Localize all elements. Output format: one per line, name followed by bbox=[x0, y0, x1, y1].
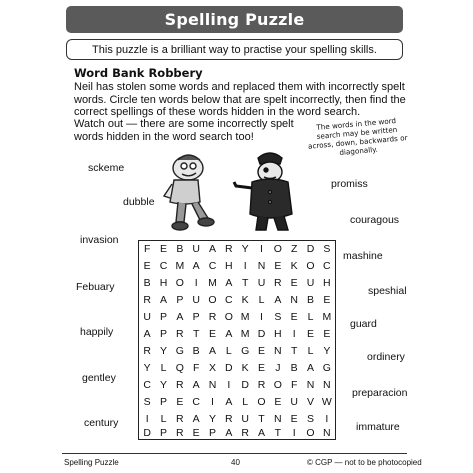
word-sckeme: sckeme bbox=[88, 162, 125, 174]
grid-cell: A bbox=[143, 327, 151, 340]
grid-cell: W bbox=[321, 395, 332, 408]
grid-cell: R bbox=[143, 294, 151, 307]
grid-cell: N bbox=[257, 260, 266, 273]
word-dubble: dubble bbox=[123, 196, 155, 208]
grid-cell: E bbox=[192, 426, 200, 439]
word-search-grid bbox=[138, 240, 336, 440]
grid-cell: O bbox=[306, 426, 315, 439]
grid-cell: M bbox=[240, 311, 250, 324]
word-gentley: gentley bbox=[82, 372, 116, 384]
grid-cell: C bbox=[143, 378, 151, 391]
grid-cell: U bbox=[241, 412, 249, 425]
police-officer-icon bbox=[234, 153, 292, 230]
grid-cell: S bbox=[143, 395, 151, 408]
grid-cell: P bbox=[159, 327, 167, 340]
grid-cell: R bbox=[241, 426, 249, 439]
grid-cell: T bbox=[290, 344, 298, 357]
grid-cell: F bbox=[143, 243, 151, 256]
grid-cell: L bbox=[225, 344, 232, 357]
grid-cell: O bbox=[224, 311, 233, 324]
grid-cell: A bbox=[257, 426, 265, 439]
grid-cell: A bbox=[225, 426, 233, 439]
grid-cell: B bbox=[306, 294, 314, 307]
grid-cell: A bbox=[274, 294, 282, 307]
grid-cell: E bbox=[290, 311, 298, 324]
word-ordinery: ordinery bbox=[367, 351, 405, 363]
grid-cell: F bbox=[192, 361, 200, 374]
grid-cell: N bbox=[274, 412, 282, 425]
grid-cell: P bbox=[208, 426, 216, 439]
grid-cell: P bbox=[159, 311, 167, 324]
grid-cell: I bbox=[227, 378, 231, 391]
grid-cell: O bbox=[257, 395, 266, 408]
intro-box: This puzzle is a brilliant way to practise your spelling skills. bbox=[66, 39, 403, 60]
grid-cell: R bbox=[176, 426, 184, 439]
grid-cell: H bbox=[274, 327, 282, 340]
grid-cell: O bbox=[273, 378, 282, 391]
grid-cell: R bbox=[176, 378, 184, 391]
grid-cell: Y bbox=[159, 378, 167, 391]
grid-cell: K bbox=[241, 294, 249, 307]
grid-cell: U bbox=[306, 277, 315, 290]
grid-cell: L bbox=[307, 344, 314, 357]
footer-divider bbox=[62, 453, 407, 454]
grid-cell: P bbox=[159, 426, 167, 439]
grid-cell: P bbox=[176, 294, 184, 307]
grid-cell: T bbox=[241, 277, 249, 290]
grid-cell: S bbox=[323, 243, 331, 256]
grid-cell: F bbox=[290, 378, 298, 391]
grid-cell: L bbox=[160, 412, 167, 425]
word-century: century bbox=[84, 417, 119, 429]
grid-cell: I bbox=[145, 412, 149, 425]
grid-cell: A bbox=[225, 395, 233, 408]
grid-cell: R bbox=[143, 344, 151, 357]
robber-and-police-illustration bbox=[160, 148, 310, 236]
grid-cell: B bbox=[290, 361, 298, 374]
grid-cell: G bbox=[241, 344, 250, 357]
grid-cell: O bbox=[208, 294, 217, 307]
grid-cell: A bbox=[176, 311, 184, 324]
grid-cell: Y bbox=[208, 412, 216, 425]
grid-cell: I bbox=[243, 260, 247, 273]
grid-cell: R bbox=[225, 412, 233, 425]
grid-cell: E bbox=[274, 395, 282, 408]
grid-cell: C bbox=[225, 294, 233, 307]
word-immature: immature bbox=[356, 421, 400, 433]
grid-cell: E bbox=[159, 243, 167, 256]
grid-cell: S bbox=[274, 311, 282, 324]
grid-cell: A bbox=[225, 277, 233, 290]
grid-cell: A bbox=[159, 294, 167, 307]
grid-cell: A bbox=[192, 260, 200, 273]
grid-cell: R bbox=[176, 327, 184, 340]
grid-cell: K bbox=[241, 361, 249, 374]
grid-cell: X bbox=[208, 361, 216, 374]
warning-paragraph: Watch out — there are some incorrectly spelt words hidden in the word search too! bbox=[74, 118, 294, 143]
grid-cell: R bbox=[208, 311, 217, 324]
handwritten-note: The words in the word search may be written across, down, backwards or diagonally. bbox=[307, 115, 408, 158]
grid-cell: D bbox=[143, 426, 151, 439]
grid-cell: H bbox=[323, 277, 331, 290]
grid-cell: O bbox=[273, 243, 282, 256]
grid-cell: Y bbox=[241, 243, 249, 256]
grid-cell: M bbox=[208, 277, 217, 290]
grid-cell: I bbox=[260, 243, 263, 256]
grid-cell: R bbox=[274, 277, 282, 290]
grid-cell: D bbox=[225, 361, 233, 374]
grid-cell: B bbox=[143, 277, 151, 290]
page-number: 40 bbox=[231, 458, 240, 467]
grid-cell: D bbox=[306, 243, 315, 256]
section-title: Word Bank Robbery bbox=[74, 66, 203, 80]
word-promiss: promiss bbox=[331, 178, 368, 190]
grid-cell: A bbox=[225, 327, 233, 340]
grid-cell: U bbox=[290, 395, 298, 408]
grid-cell: H bbox=[225, 260, 233, 273]
grid-cell: E bbox=[274, 260, 282, 273]
grid-cell: Y bbox=[143, 361, 151, 374]
word-febuary: Febuary bbox=[76, 281, 115, 293]
grid-cell: N bbox=[323, 378, 331, 391]
word-guard: guard bbox=[350, 318, 377, 330]
grid-cell: M bbox=[240, 327, 250, 340]
page-title: Spelling Puzzle bbox=[164, 10, 305, 29]
grid-cell: E bbox=[176, 395, 184, 408]
grid-cell: A bbox=[192, 412, 200, 425]
grid-cell: E bbox=[290, 277, 298, 290]
grid-cell: A bbox=[208, 344, 216, 357]
word-speshial: speshial bbox=[368, 285, 407, 297]
grid-cell: M bbox=[322, 311, 332, 324]
grid-cell: L bbox=[242, 395, 249, 408]
grid-cell: B bbox=[192, 344, 200, 357]
grid-cell: K bbox=[290, 260, 298, 273]
grid-cell: R bbox=[257, 378, 266, 391]
grid-cell: E bbox=[208, 327, 216, 340]
grid-cell: A bbox=[306, 361, 314, 374]
footer-left: Spelling Puzzle bbox=[64, 458, 119, 467]
grid-cell: M bbox=[175, 260, 185, 273]
grid-cell: S bbox=[306, 412, 314, 425]
grid-cell: Q bbox=[175, 361, 184, 374]
instructions-paragraph: Neil has stolen some words and replaced them with incorrectly spelt words. Circle ten words below that are spelt incorrectly, then find the correct spellings of these words hidden in the word search. bbox=[74, 81, 406, 118]
grid-cell: C bbox=[323, 260, 331, 273]
robber-figure-icon bbox=[164, 155, 214, 230]
grid-cell: T bbox=[258, 412, 265, 425]
grid-cell: A bbox=[192, 378, 200, 391]
grid-cell: E bbox=[323, 294, 331, 307]
grid-cell: L bbox=[258, 294, 265, 307]
grid-cell: I bbox=[211, 395, 214, 408]
grid-cell: C bbox=[208, 260, 217, 273]
word-couragous: couragous bbox=[350, 214, 400, 226]
grid-cell: Z bbox=[290, 243, 298, 256]
grid-cell: E bbox=[323, 327, 331, 340]
grid-cell: B bbox=[176, 243, 184, 256]
footer-copyright: © CGP — not to be photocopied bbox=[307, 458, 422, 467]
word-invasion: invasion bbox=[80, 234, 119, 246]
grid-cell: D bbox=[257, 327, 266, 340]
grid-cell: D bbox=[241, 378, 249, 391]
grid-cell: L bbox=[160, 361, 167, 374]
grid-cell: A bbox=[208, 243, 216, 256]
word-mashine: mashine bbox=[343, 250, 383, 262]
grid-cell: T bbox=[192, 327, 200, 340]
grid-cell: P bbox=[159, 395, 167, 408]
grid-cell: U bbox=[192, 294, 200, 307]
grid-cell: E bbox=[257, 344, 265, 357]
grid-cell: P bbox=[192, 311, 200, 324]
grid-cell: U bbox=[192, 243, 200, 256]
grid-cell: E bbox=[290, 412, 298, 425]
grid-cell: T bbox=[274, 426, 282, 439]
grid-cell: I bbox=[325, 412, 329, 425]
grid-cell: G bbox=[175, 344, 184, 357]
grid-cell: N bbox=[323, 426, 331, 439]
grid-cell: I bbox=[292, 426, 296, 439]
word-happily: happily bbox=[80, 326, 114, 338]
grid-cell: U bbox=[257, 277, 266, 290]
grid-cell: O bbox=[175, 277, 184, 290]
grid-cell: N bbox=[274, 344, 282, 357]
grid-cell: N bbox=[290, 294, 298, 307]
grid-cell: R bbox=[225, 243, 233, 256]
grid-cell: Y bbox=[159, 344, 167, 357]
grid-cell: H bbox=[159, 277, 168, 290]
grid-cell: C bbox=[192, 395, 200, 408]
grid-cell: C bbox=[159, 260, 168, 273]
grid-cell: U bbox=[143, 311, 151, 324]
grid-cell: V bbox=[306, 395, 314, 408]
grid-cell: R bbox=[176, 412, 184, 425]
grid-cell: N bbox=[306, 378, 315, 391]
word-preparacion: preparacion bbox=[352, 387, 408, 399]
grid-cell: O bbox=[306, 260, 315, 273]
grid-cell: I bbox=[194, 277, 198, 290]
grid-cell: G bbox=[322, 361, 331, 374]
grid-cell: I bbox=[292, 327, 296, 340]
grid-cell: E bbox=[143, 260, 151, 273]
grid-cell: E bbox=[306, 327, 314, 340]
grid-cell: E bbox=[257, 361, 265, 374]
grid-cell: N bbox=[208, 378, 217, 391]
grid-cell: Y bbox=[323, 344, 331, 357]
grid-cell: L bbox=[307, 311, 314, 324]
title-bar bbox=[66, 6, 403, 33]
grid-cell: J bbox=[275, 361, 281, 374]
grid-cell: I bbox=[260, 311, 263, 324]
